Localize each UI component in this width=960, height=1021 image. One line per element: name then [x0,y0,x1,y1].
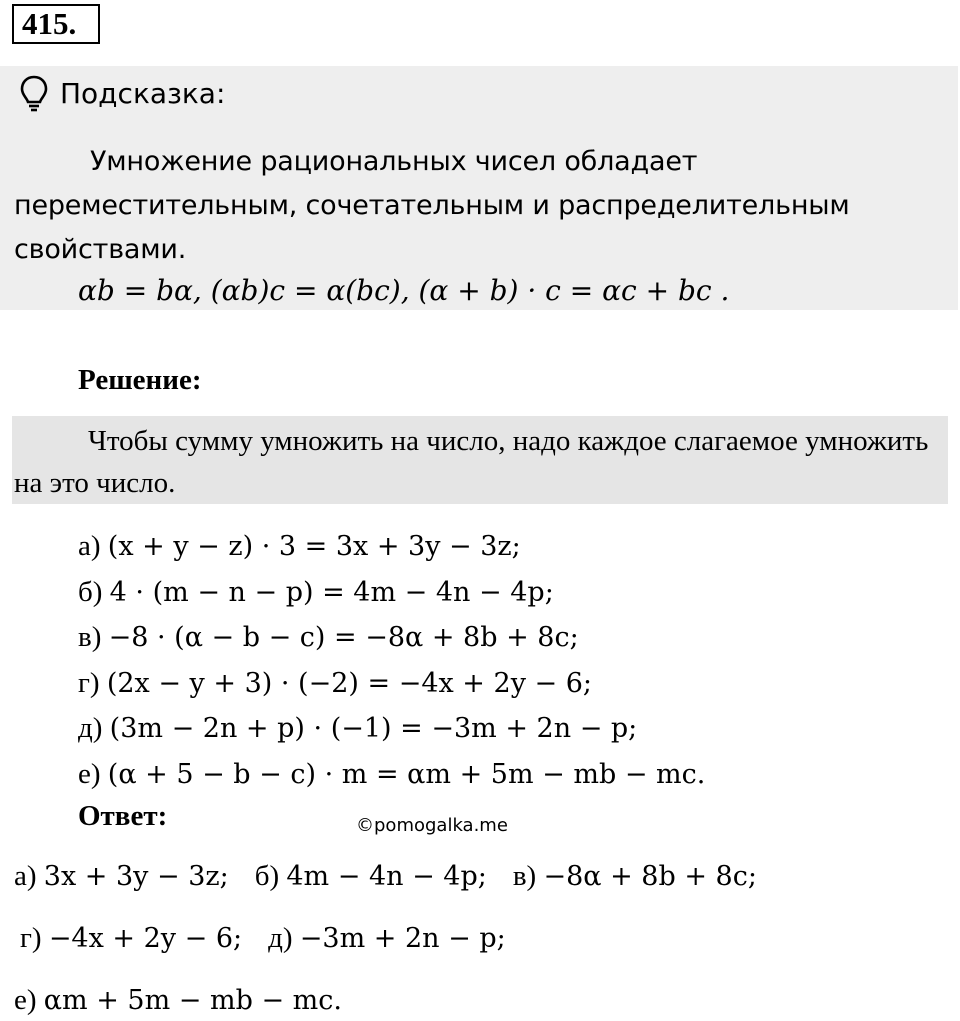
item-label: г) [78,666,100,699]
rule-text-body: Чтобы сумму умножить на число, надо каждое слагаемое умножить на это число. [14,425,929,499]
answer-line-3 [14,980,342,1021]
hint-text [14,140,944,272]
item-expression: (x + y − z) · 3 = 3x + 3y − 3z; [107,531,521,562]
item-label: б) [78,575,103,608]
hint-text-body: Умножение рациональных чисел обладает переместительным, сочетательным и распределительным свойствами. [14,146,850,265]
rule-text [14,420,944,504]
item-expression: (3m − 2n + p) · (−1) = −3m + 2n − p; [109,713,638,744]
item-label: а) [78,530,101,562]
answer-label: г) [20,922,42,954]
item-expression: (α + 5 − b − c) · m = αm + 5m − mb − mc. [107,758,706,790]
answer-expression: 3x + 3y − 3z; [43,861,229,892]
solution-item [78,752,705,798]
item-label: в) [78,621,102,653]
watermark: ©pomogalka.me [356,815,508,836]
answer-line-1 [14,856,757,897]
item-expression: (2x − y + 3) · (−2) = −4x + 2y − 6; [106,667,593,699]
answer-label: е) [14,984,37,1016]
item-label: е) [78,757,101,790]
answer-label: б) [254,860,280,892]
hint-title: Подсказка: [60,77,226,110]
hint-formula: αb = bα, (αb)c = α(bc), (α + b) · c = αc + bc . [78,274,730,307]
answer-expression: αm + 5m − mb − mc. [43,985,342,1016]
answer-label: в) [512,860,537,892]
solution-title: Решение: [78,364,202,396]
solution-item [78,615,705,661]
answer-label: а) [14,860,37,892]
lightbulb-icon [18,74,50,114]
answer-label: д) [268,922,293,954]
solution-item [78,524,705,570]
answer-expression: −4x + 2y − 6; [48,923,243,954]
answer-title: Ответ: [78,800,168,832]
task-number: 415. [12,4,100,44]
answer-expression: 4m − 4n − 4p; [286,861,487,892]
solution-item [78,661,705,707]
solution-item [78,706,705,752]
answer-expression: −8α + 8b + 8c; [543,861,757,892]
solution-list [78,524,705,797]
item-expression: 4 · (m − n − p) = 4m − 4n − 4p; [109,576,554,608]
item-expression: −8 · (α − b − c) = −8α + 8b + 8c; [108,622,579,653]
item-label: д) [78,712,103,744]
answer-expression: −3m + 2n − p; [299,923,506,954]
answer-line-2 [20,918,506,959]
solution-item [78,570,705,616]
